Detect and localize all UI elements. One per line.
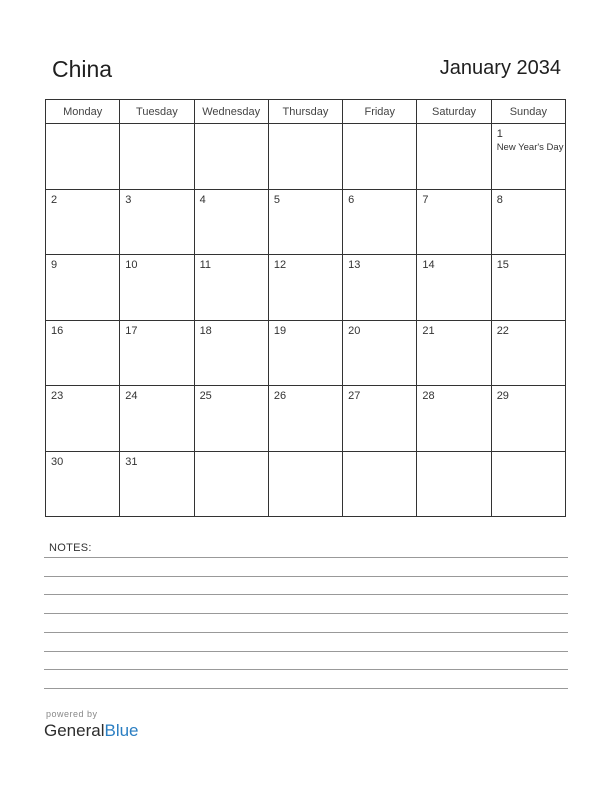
- day-cell: [417, 124, 491, 190]
- day-cell: [268, 320, 342, 386]
- day-number: [417, 124, 490, 128]
- day-cell: [194, 451, 268, 517]
- week-row: [46, 451, 566, 517]
- weekday-header: Friday: [343, 100, 417, 124]
- day-cell: [120, 320, 194, 386]
- day-number: [195, 452, 268, 456]
- day-cell: [194, 124, 268, 190]
- day-number: [417, 452, 490, 456]
- day-number: 19: [273, 324, 287, 337]
- brand-name-part1: General: [44, 721, 105, 740]
- day-cell: [343, 320, 417, 386]
- day-cell: [417, 255, 491, 321]
- day-cell: [417, 451, 491, 517]
- note-line: [44, 688, 568, 689]
- week-row: [46, 255, 566, 321]
- day-number: 30: [51, 455, 64, 468]
- day-cell: [491, 189, 565, 255]
- day-cell: [194, 320, 268, 386]
- day-cell: [491, 255, 565, 321]
- day-number: 15: [496, 259, 509, 271]
- weekday-header: Tuesday: [120, 100, 194, 124]
- day-cell: [120, 386, 194, 452]
- day-number: [120, 124, 193, 128]
- weekday-header: Sunday: [491, 100, 565, 124]
- country-title: China: [52, 56, 113, 82]
- note-line: [44, 594, 568, 595]
- day-cell: [46, 451, 120, 517]
- day-number: 16: [51, 324, 64, 337]
- day-number: 10: [125, 259, 138, 271]
- holiday-label: New Year's Day: [496, 142, 564, 153]
- day-number: 14: [422, 259, 435, 271]
- day-number: 1: [496, 128, 503, 140]
- note-line: [44, 576, 568, 577]
- day-number: 9: [51, 259, 58, 271]
- day-cell: [491, 386, 565, 452]
- day-number: 12: [273, 259, 287, 271]
- day-number: 31: [125, 455, 138, 468]
- day-number: 6: [348, 193, 355, 206]
- day-number: 18: [199, 324, 212, 337]
- day-cell: [46, 320, 120, 386]
- day-cell: [491, 320, 565, 386]
- week-row: [46, 386, 566, 452]
- note-line: [44, 613, 568, 614]
- weekday-header-row: [46, 100, 566, 124]
- day-cell: [491, 124, 565, 190]
- brand-logo: [44, 721, 139, 741]
- day-number: 28: [422, 390, 435, 402]
- day-cell: [417, 386, 491, 452]
- day-cell: [46, 189, 120, 255]
- day-number: [343, 124, 416, 128]
- day-cell: [194, 255, 268, 321]
- note-line: [44, 632, 568, 633]
- day-cell: [268, 255, 342, 321]
- day-cell: [46, 124, 120, 190]
- day-cell: [268, 189, 342, 255]
- day-cell: [417, 320, 491, 386]
- week-row: [46, 320, 566, 386]
- day-number: 5: [273, 193, 280, 206]
- calendar-body: [46, 124, 566, 517]
- weekday-header: Saturday: [417, 100, 491, 124]
- day-number: [492, 452, 565, 456]
- day-number: 29: [496, 390, 509, 402]
- day-cell: [120, 124, 194, 190]
- day-number: 23: [51, 390, 64, 402]
- day-number: 2: [51, 193, 58, 206]
- day-number: 13: [348, 259, 361, 271]
- day-cell: [343, 255, 417, 321]
- day-cell: [194, 189, 268, 255]
- day-number: 20: [348, 324, 361, 337]
- week-row: [46, 124, 566, 190]
- month-title: January 2034: [439, 57, 561, 79]
- day-cell: [120, 451, 194, 517]
- powered-by-text: powered by: [46, 709, 98, 719]
- day-cell: [343, 189, 417, 255]
- calendar-grid: [45, 99, 566, 517]
- day-cell: [46, 255, 120, 321]
- day-cell: [343, 124, 417, 190]
- note-line: [44, 557, 568, 558]
- week-row: [46, 189, 566, 255]
- day-number: 8: [496, 193, 503, 206]
- day-number: [195, 124, 268, 128]
- day-number: 27: [348, 390, 361, 402]
- day-cell: [417, 189, 491, 255]
- day-cell: [268, 451, 342, 517]
- day-number: 4: [199, 193, 206, 206]
- weekday-header: Monday: [46, 100, 120, 124]
- notes-label: NOTES:: [49, 542, 92, 554]
- day-cell: [120, 255, 194, 321]
- day-cell: [343, 451, 417, 517]
- day-number: 22: [496, 324, 509, 337]
- day-number: [46, 124, 119, 128]
- day-cell: [491, 451, 565, 517]
- day-number: 21: [422, 324, 435, 337]
- weekday-header: Thursday: [268, 100, 342, 124]
- day-number: 24: [125, 390, 138, 402]
- day-number: 17: [125, 324, 138, 337]
- day-number: [269, 124, 342, 128]
- day-cell: [268, 386, 342, 452]
- day-number: 25: [199, 390, 212, 402]
- note-line: [44, 669, 568, 670]
- day-cell: [343, 386, 417, 452]
- note-line: [44, 651, 568, 652]
- day-cell: [120, 189, 194, 255]
- day-cell: [194, 386, 268, 452]
- day-cell: [268, 124, 342, 190]
- day-number: 11: [199, 259, 211, 271]
- day-number: 26: [273, 390, 287, 402]
- weekday-header: Wednesday: [194, 100, 268, 124]
- day-cell: [46, 386, 120, 452]
- brand-name-part2: Blue: [104, 721, 139, 740]
- day-number: [343, 452, 416, 456]
- day-number: 3: [125, 193, 132, 206]
- day-number: [269, 452, 342, 456]
- day-number: 7: [422, 193, 429, 206]
